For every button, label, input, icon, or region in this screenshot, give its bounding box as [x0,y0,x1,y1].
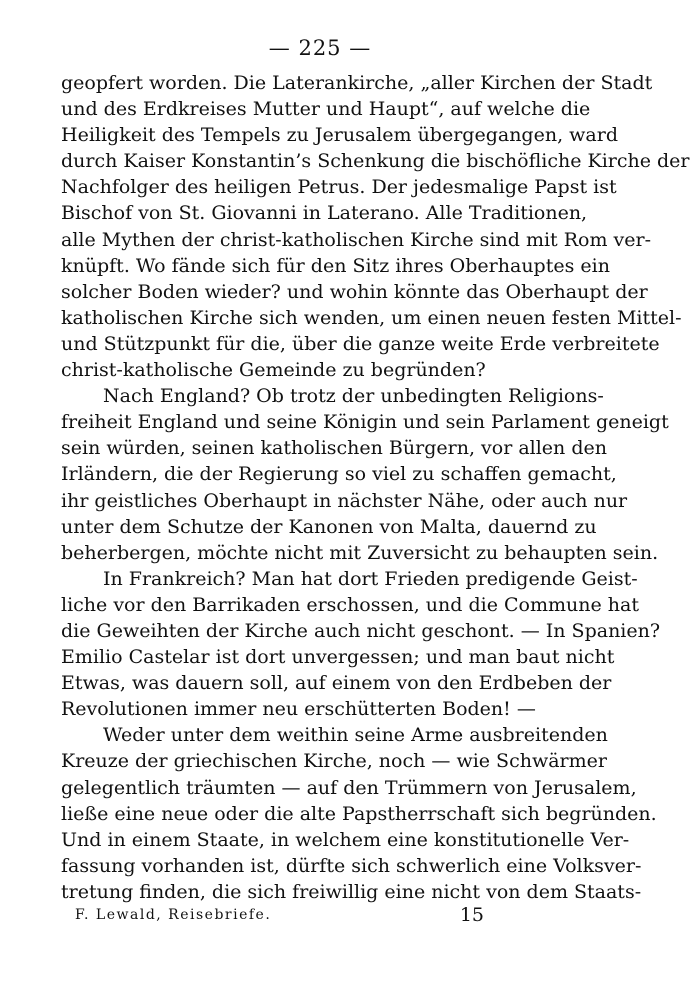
text-line: liche vor den Barrikaden erschossen, und die Commune hat [61,593,639,616]
body-text [61,70,690,905]
text-line: In Frankreich? Man hat dort Frieden predigende Geist- [103,567,638,590]
text-line: Nach England? Ob trotz der unbedingten Religions- [103,385,604,408]
text-line: Emilio Castelar ist dort unvergessen; und man baut nicht [61,646,615,669]
text-line: christ-katholische Gemeinde zu begründen? [61,359,486,382]
text-line: und des Erdkreises Mutter und Haupt“, auf welche die [61,98,591,121]
footer-signature-mark: 15 [459,904,484,926]
text-line: Bischof von St. Giovanni in Laterano. Alle Traditionen, [61,202,588,225]
text-line: Irländern, die der Regierung so viel zu schaffen gemacht, [61,463,617,486]
footer-signature: F. Lewald, Reisebriefe. [75,907,272,923]
paragraph [61,383,669,566]
text-line: Weder unter dem weithin seine Arme ausbreitenden [103,724,608,747]
paragraph [61,566,661,723]
text-line: fassung vorhanden ist, dürfte sich schwerlich eine Volksver- [61,854,642,877]
text-line: beherbergen, möchte nicht mit Zuversicht zu behaupten sein. [61,541,659,564]
text-line: unter dem Schutze der Kanonen von Malta, dauernd zu [61,515,597,538]
text-line: Heiligkeit des Tempels zu Jerusalem übergegangen, ward [61,124,618,147]
text-line: freiheit England und seine Königin und sein Parlament geneigt [61,411,669,434]
text-line: sein würden, seinen katholischen Bürgern, vor allen den [61,437,607,460]
text-line: geopfert worden. Die Laterankirche, „aller Kirchen der Stadt [61,72,653,94]
text-line: tretung finden, die sich freiwillig eine nicht von dem Staats- [61,880,642,903]
text-line: durch Kaiser Konstantin’s Schenkung die bischöfliche Kirche der [61,150,690,173]
text-line: Revolutionen immer neu erschütterten Boden! — [61,698,536,721]
text-line: gelegentlich träumten — auf den Trümmern von Jerusalem, [61,776,637,799]
text-line: Etwas, was dauern soll, auf einem von den Erdbeben der [61,672,612,695]
text-line: alle Mythen der christ-katholischen Kirche sind mit Rom ver- [61,228,652,251]
text-line: und Stützpunkt für die, über die ganze weite Erde verbreitete [61,332,660,355]
text-line: ließe eine neue oder die alte Papstherrschaft sich begründen. [61,802,657,825]
text-line: katholischen Kirche sich wenden, um einen neuen festen Mittel- [61,306,682,329]
text-line: Nachfolger des heiligen Petrus. Der jedesmalige Papst ist [61,176,617,199]
text-line: Kreuze der griechischen Kirche, noch — wie Schwärmer [61,750,607,773]
paragraph [61,722,657,905]
text-line: Und in einem Staate, in welchem eine konstitutionelle Ver- [61,828,630,851]
page-footer [61,905,572,929]
text-line: solcher Boden wieder? und wohin könnte das Oberhaupt der [61,280,648,303]
text-line: die Geweihten der Kirche auch nicht geschont. — In Spanien? [61,619,661,642]
paragraph [61,70,690,383]
text-line: ihr geistliches Oberhaupt in nächster Nähe, oder auch nur [61,489,628,512]
page-number: — 225 — [268,36,372,60]
text-line: knüpft. Wo fände sich für den Sitz ihres Oberhauptes ein [61,254,610,277]
